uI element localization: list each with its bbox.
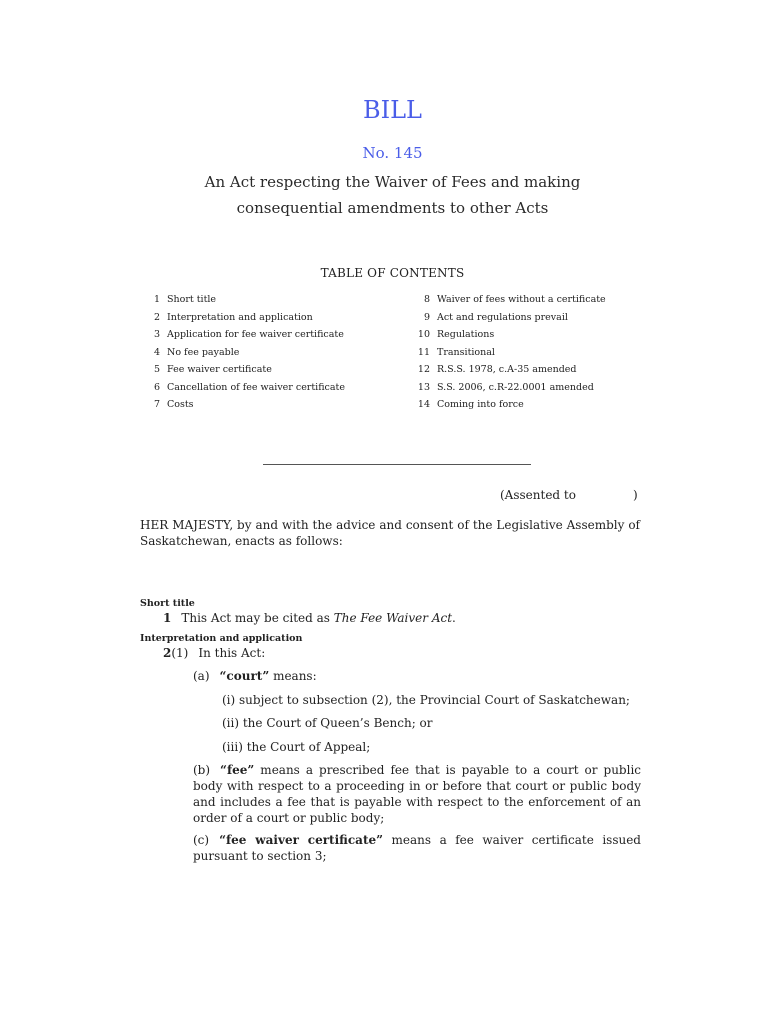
toc-entry: [408, 347, 668, 365]
clause-c-text: means a fee waiver certificate issued pursuant to section 3;: [193, 833, 641, 863]
toc-entry: [140, 399, 390, 417]
toc-entry: [140, 364, 390, 382]
toc-heading: TABLE OF CONTENTS: [320, 266, 465, 280]
toc-entry-text: Act and regulations prevail: [437, 311, 568, 323]
assent-close: ): [633, 488, 638, 502]
clause-b-label: (b): [193, 763, 211, 777]
toc-entry: [408, 312, 668, 330]
toc-entry-number: 5: [153, 364, 160, 375]
section-2-intro-text: In this Act:: [198, 646, 266, 660]
toc-entry-number: 14: [417, 399, 430, 410]
toc-entry-number: 3: [153, 329, 160, 340]
subclause-i: (i) subject to subsection (2), the Provincial Court of Saskatchewan;: [222, 693, 630, 707]
section-1-text: [163, 610, 643, 626]
toc-entry: [408, 382, 668, 400]
toc-entry-number: 4: [153, 346, 160, 358]
clause-a-label: (a): [193, 669, 210, 683]
toc-entry-text: Interpretation and application: [167, 311, 313, 323]
act-short-title: The Fee Waiver Act: [333, 611, 453, 625]
clause-a-means: means:: [269, 669, 317, 683]
toc-entry-number: 8: [423, 294, 430, 305]
subclause-iii: (iii) the Court of Appeal;: [222, 740, 371, 754]
toc-entry-number: 2: [153, 311, 160, 323]
toc-entry-number: 9: [423, 311, 430, 323]
toc-entry-text: Waiver of fees without a certificate: [437, 294, 606, 305]
toc-entry-text: Fee waiver certificate: [167, 364, 272, 375]
section-1-number: 1: [163, 611, 172, 625]
toc-right-column: [408, 294, 668, 417]
section-1-heading: Short title: [140, 598, 195, 609]
act-title: [0, 169, 770, 221]
toc-entry-number: 7: [153, 399, 160, 410]
section-2-intro: [163, 645, 643, 661]
toc-entry-number: 13: [417, 381, 430, 393]
section-1-text-before: This Act may be cited as: [181, 611, 334, 625]
bill-heading: BILL: [363, 96, 422, 124]
enacting-clause: HER MAJESTY, by and with the advice and consent of the Legislative Assembly of Saskatchewan, enacts as follows:: [140, 518, 640, 548]
clause-a: [193, 668, 643, 684]
clause-c-label: (c): [193, 833, 210, 847]
toc-entry: [408, 364, 668, 382]
clause-b: [193, 762, 641, 826]
toc-entry: [140, 294, 390, 312]
assent-open: (Assented to: [500, 488, 576, 502]
toc-entry-number: 11: [417, 346, 430, 358]
toc-entry-number: 6: [153, 381, 160, 393]
term-court: “court”: [219, 669, 270, 683]
term-fee-waiver-certificate: “fee waiver certificate”: [219, 833, 384, 847]
toc-entry-text: S.S. 2006, c.R-22.0001 amended: [437, 381, 594, 393]
toc-entry: [408, 329, 668, 347]
bill-number: No. 145: [362, 144, 423, 162]
toc-entry: [140, 382, 390, 400]
subsection-label: (1): [171, 646, 189, 660]
toc-entry-number: 12: [417, 364, 430, 375]
term-fee: “fee”: [220, 763, 255, 777]
section-2-heading: Interpretation and application: [140, 633, 303, 644]
toc-entry: [140, 347, 390, 365]
section-2-number: 2: [163, 646, 172, 660]
toc-entry-text: Cancellation of fee waiver certificate: [167, 381, 345, 393]
subclause-ii: (ii) the Court of Queen’s Bench; or: [222, 716, 433, 730]
toc-entry-text: Coming into force: [437, 399, 524, 410]
toc-entry-text: Costs: [167, 399, 194, 410]
toc-entry: [140, 329, 390, 347]
act-title-line2: consequential amendments to other Acts: [236, 199, 549, 217]
toc-entry: [408, 399, 668, 417]
toc-entry-number: 1: [153, 294, 160, 305]
toc-left-column: [140, 294, 390, 417]
toc-entry-text: R.S.S. 1978, c.A-35 amended: [437, 364, 577, 375]
toc-entry-number: 10: [417, 329, 430, 340]
toc-entry: [408, 294, 668, 312]
section-1-text-after: .: [452, 611, 456, 625]
toc-entry-text: Application for fee waiver certificate: [167, 329, 344, 340]
toc-entry-text: Regulations: [437, 329, 495, 340]
clause-b-text: means a prescribed fee that is payable to a court or public body with respect to a proceeding in or before that court or public body and includes a fee that is payable with respect to the enforcement of an order of a court or public body;: [193, 763, 641, 825]
toc-entry-text: Short title: [167, 294, 217, 305]
clause-c: [193, 832, 641, 864]
divider-rule: [263, 464, 531, 465]
toc-entry: [140, 312, 390, 330]
toc-entry-text: No fee payable: [167, 346, 240, 358]
assent-line: [500, 488, 640, 502]
toc-entry-text: Transitional: [437, 346, 495, 358]
act-title-line1: An Act respecting the Waiver of Fees and making: [204, 173, 581, 191]
